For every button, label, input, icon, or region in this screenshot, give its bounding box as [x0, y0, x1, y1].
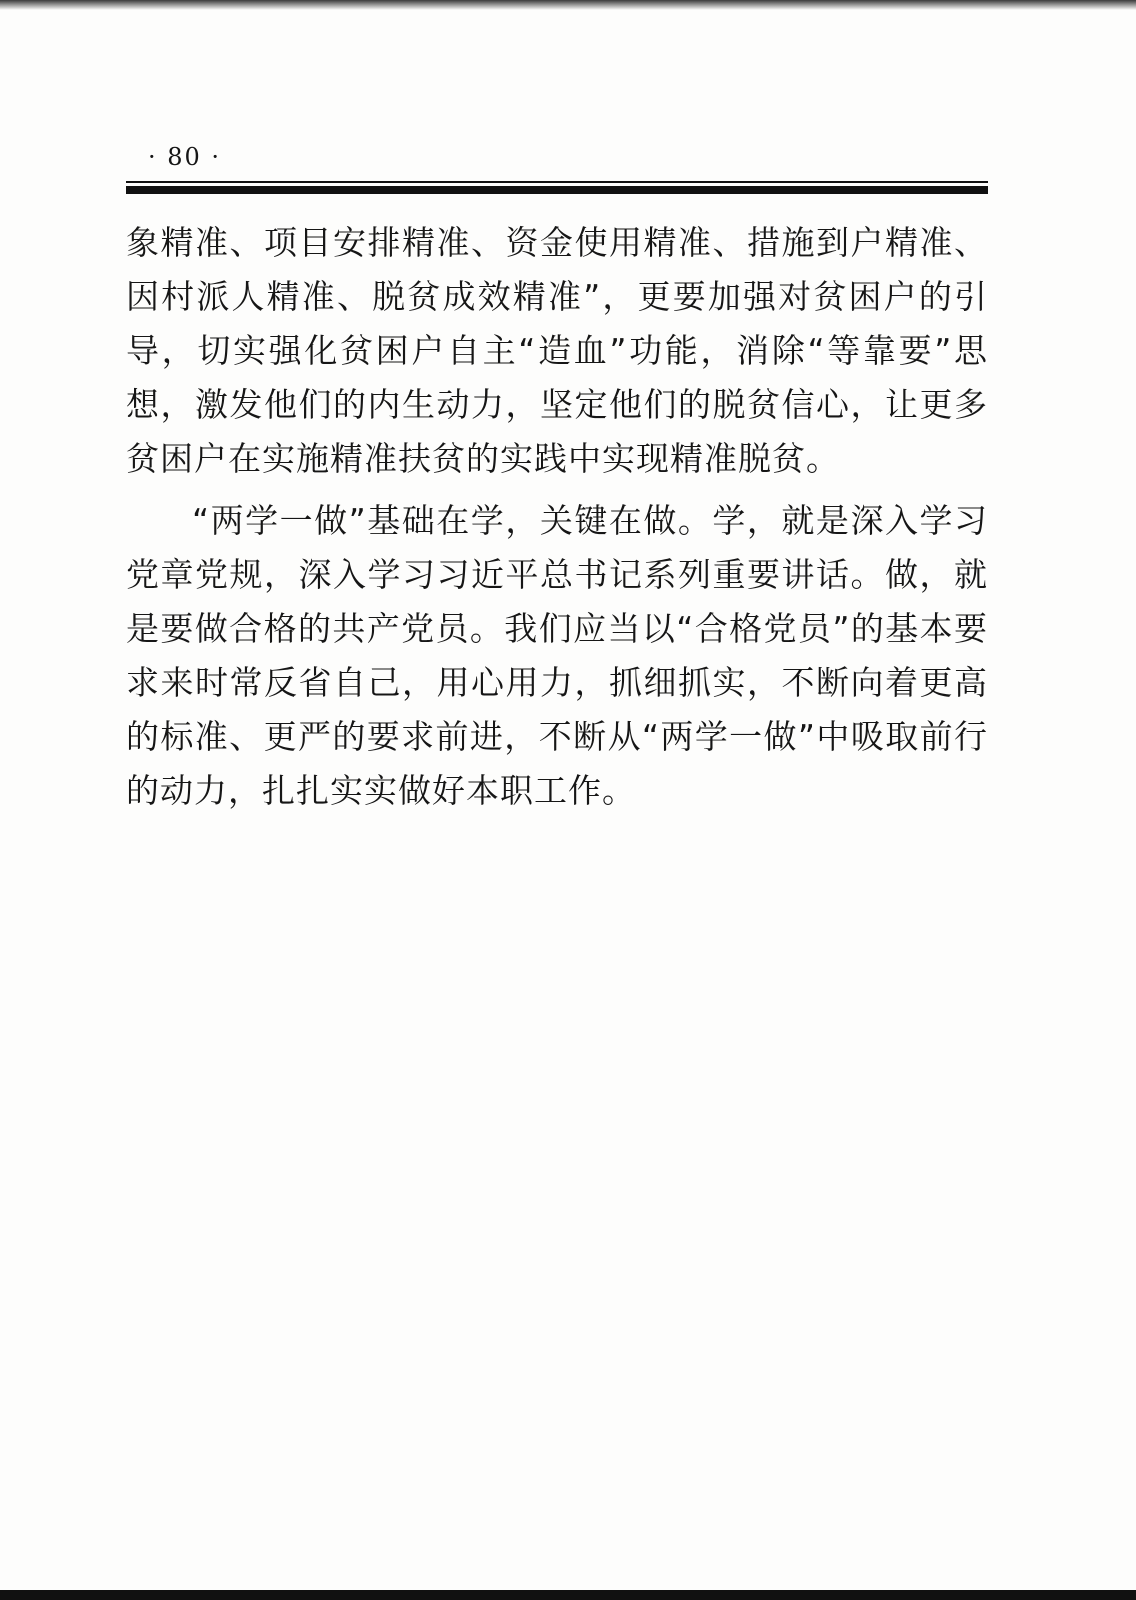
header-rule-thick — [126, 186, 988, 194]
body-text — [126, 216, 988, 826]
header-rule-thin — [126, 181, 988, 183]
paragraph-continued: 象精准、项目安排精准、资金使用精准、措施到户精准、因村派人精准、脱贫成效精准”，更要加强对贫困户的引导，切实强化贫困户自主“造血”功能，消除“等靠要”思想，激发他们的内生动力，坚定他们的脱贫信心，让更多贫困户在实施精准扶贫的实践中实现精准脱贫。 — [126, 223, 988, 478]
scan-edge-top — [0, 0, 1136, 10]
page-number: · 80 · — [148, 143, 222, 171]
scan-edge-bottom — [0, 1590, 1136, 1600]
paragraph: “两学一做”基础在学，关键在做。学，就是深入学习党章党规，深入学习习近平总书记系列重要讲话。做，就是要做合格的共产党员。我们应当以“合格党员”的基本要求来时常反省自己，用心用力，抓细抓实，不断向着更高的标准、更严的要求前进，不断从“两学一做”中吸取前行的动力，扎扎实实做好本职工作。 — [126, 501, 988, 810]
